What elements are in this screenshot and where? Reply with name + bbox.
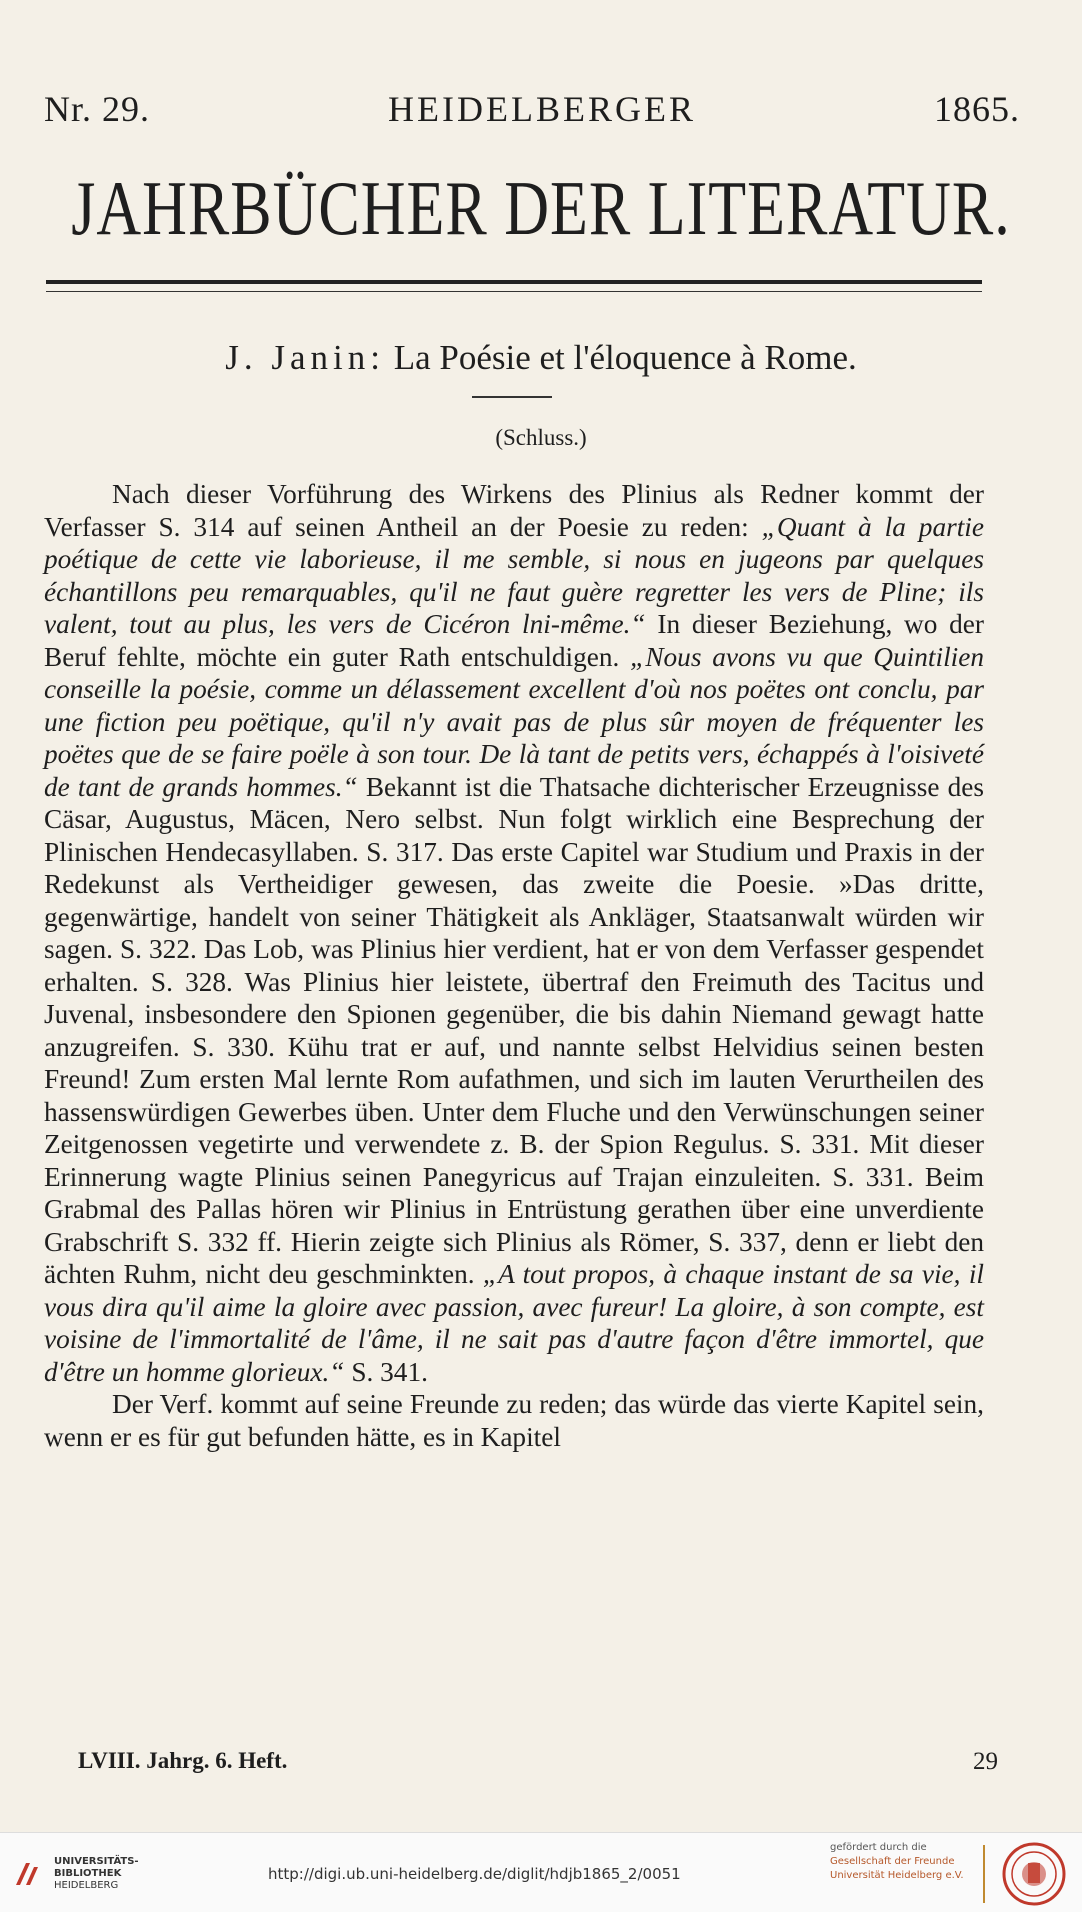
year: 1865. [934, 89, 1020, 129]
text-run: Nach dieser Vorführung des Wirkens des Plinius als Redner kommt der Verfasser S. 314 auf seinen Antheil an der Poesie zu reden: [44, 479, 984, 542]
library-line: BIBLIOTHEK [54, 1868, 122, 1879]
publisher-name: HEIDELBERGER [388, 89, 696, 129]
library-logo-icon [12, 1859, 44, 1889]
sponsor-label: gefördert durch die [830, 1842, 927, 1853]
sponsor-note [830, 1841, 980, 1883]
library-name [54, 1856, 139, 1892]
library-line: HEIDELBERG [54, 1880, 119, 1891]
paragraph [44, 478, 984, 1388]
text-run: Bekannt ist die Thatsache dichterischer Erzeugnisse des Cäsar, Augustus, Mäcen, Nero selbst. Nun folgt wirklich eine Besprechung der Plinischen Hendecasyllaben. S. 317. Das erste Capitel war Studium und Praxis in der Redekunst als Vertheidiger gewesen, das zweite die Poesie. »Das dritte, gegenwärtige, handelt von seiner Thätigkeit als Ankläger, Staatsanwalt würden wir sagen. S. 322. Das Lob, was Plinius hier verdient, hat er von dem Verfasser gespendet erhalten. S. 328. Was Plinius hier leistete, übertraf den Freimuth des Tacitus und Juvenal, insbesondere den Spionen gegenüber, die bis dahin Niemand gewagt hatte anzugreifen. S. 330. Kühu trat er auf, und nannte selbst Helvidius seinen besten Freund! Zum ersten Mal lernte Rom aufathmen, und sich im lauten Verurtheilen des hassenswürdigen Gewerbes üben. Unter dem Fluche und den Verwünschungen seiner Zeitgenossen vegetirte und verwendete z. B. der Spion Regulus. S. 331. Mit dieser Erinnerung wagte Plinius seinen Panegyricus auf Trajan einzuleiten. S. 331. Beim Grabmal des Pallas hören wir Plinius in Entrüstung gerathen über eine unverdiente Grabschrift S. 332 ff. Hierin zeigte sich Plinius als Römer, S. 337, denn er liebt den ächten Ruhm, nicht deu geschminkten. [44, 771, 984, 1289]
page-number: 29 [973, 1748, 998, 1775]
article-heading: La Poésie et l'éloquence à Rome. [393, 338, 857, 377]
header-rule-thick [46, 280, 982, 284]
article-subtitle: (Schluss.) [495, 425, 587, 450]
french-quote: „A tout propos, à chaque instant de sa vie, il vous dira qu'il aime la gloire avec passion, avec fureur! La gloire, à son compte, est voisine de l'immortalité de l'âme, il ne sait pas d'autre façon d'être immortel, que d'être un homme glorieux.“ [44, 1259, 984, 1387]
french-quote: „Nous avons vu que Quintilien conseille la poésie, comme un délassement excellent d'où nos poëtes ont conclu, par une fiction peu poëtique, qu'il n'y avait pas de plus sûr moyen de fréquenter les poëtes que de se faire poële à son tour. De là tant de petits vers, échappés à l'oisiveté de tant de grands hommes.“ [44, 641, 984, 802]
sponsor-org: Gesellschaft der Freunde [830, 1856, 955, 1867]
university-seal-icon [1000, 1841, 1068, 1907]
sponsor-divider [983, 1845, 985, 1903]
article-author: J. Janin: [225, 338, 385, 377]
article-body [44, 478, 984, 1453]
page-footer [78, 1748, 998, 1776]
sponsor-org: Universität Heidelberg e.V. [830, 1870, 964, 1881]
french-quote: „Quant à la partie poétique de cette vie laborieuse, il me semble, si nous en jugeons par quelques échantillons peu remarquables, qu'il ne faut guère regretter les vers de Pline; ils valent, tout au plus, les vers de Cicéron lni-même.“ [44, 511, 985, 639]
text-run: Der Verf. kommt auf seine Freunde zu reden; das würde das vierte Kapitel sein, wenn er es für gut befunden hätte, es in Kapitel [44, 1389, 984, 1452]
permalink-url[interactable]: http://digi.ub.uni-heidelberg.de/diglit/hdjb1865_2/0051 [268, 1865, 681, 1883]
issue-number: Nr. 29. [44, 89, 150, 129]
text-run: In dieser Beziehung, wo der Beruf fehlte, möchte ein guter Rath entschuldigen. [44, 609, 985, 672]
digitization-bar [0, 1832, 1082, 1912]
library-line: UNIVERSITÄTS- [54, 1856, 139, 1867]
article-title [0, 338, 1082, 378]
text-run: S. 341. [344, 1356, 428, 1387]
title-divider [472, 396, 552, 398]
running-header [44, 88, 1020, 130]
paragraph [44, 1388, 984, 1453]
header-rule-thin [46, 291, 982, 292]
signature-mark: LVIII. Jahrg. 6. Heft. [78, 1748, 288, 1773]
journal-title: JAHRBÜCHER DER LITERATUR. [71, 166, 1011, 252]
